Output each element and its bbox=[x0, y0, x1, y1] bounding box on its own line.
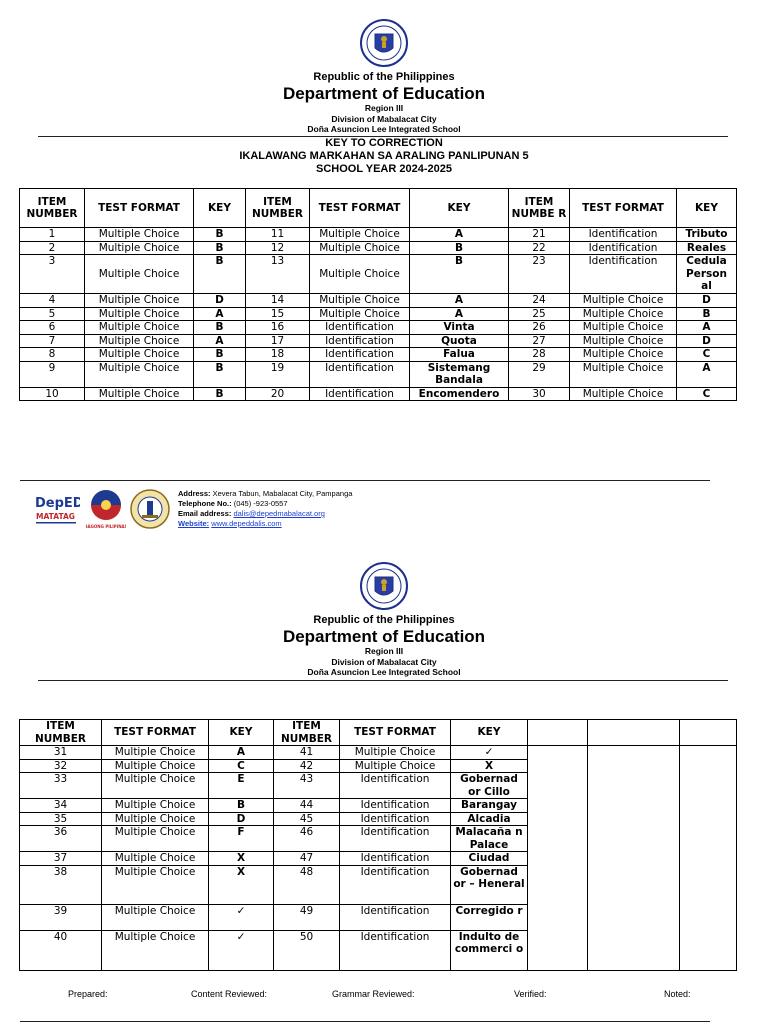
division-label: Division of Mabalacat City bbox=[331, 656, 437, 667]
svg-text:MATATAG: MATATAG bbox=[36, 512, 75, 521]
answer-key: B bbox=[209, 799, 274, 813]
test-format: Multiple Choice bbox=[310, 228, 410, 242]
answer-key: A bbox=[677, 321, 737, 335]
item-number: 16 bbox=[246, 321, 310, 335]
item-number: 42 bbox=[274, 759, 340, 773]
answer-key: D bbox=[677, 334, 737, 348]
col-key: KEY bbox=[194, 189, 246, 228]
answer-key: A bbox=[410, 294, 509, 308]
item-number: 31 bbox=[20, 746, 102, 760]
col-test-format: TEST FORMAT bbox=[310, 189, 410, 228]
item-number: 48 bbox=[274, 865, 340, 904]
title-quarter-subject: IKALAWANG MARKAHAN SA ARALING PANLIPUNAN 5 bbox=[239, 150, 529, 162]
answer-key: Encomendero bbox=[410, 387, 509, 401]
test-format: Multiple Choice bbox=[85, 334, 194, 348]
school-seal-icon bbox=[130, 488, 170, 530]
answer-key: D bbox=[209, 812, 274, 826]
table-row bbox=[20, 294, 737, 308]
table-row bbox=[20, 307, 737, 321]
item-number: 23 bbox=[509, 255, 570, 294]
test-format: Multiple Choice bbox=[102, 826, 209, 852]
document-title bbox=[0, 137, 768, 176]
item-number: 11 bbox=[246, 228, 310, 242]
answer-key: A bbox=[209, 746, 274, 760]
test-format: Multiple Choice bbox=[570, 321, 677, 335]
test-format: Identification bbox=[340, 852, 451, 866]
answer-key: Indulto de commerci o bbox=[451, 930, 528, 970]
grammar-reviewed-label: Grammar Reviewed: bbox=[332, 989, 415, 999]
answer-key: B bbox=[194, 321, 246, 335]
item-number: 27 bbox=[509, 334, 570, 348]
item-number: 1 bbox=[20, 228, 85, 242]
test-format: Identification bbox=[340, 799, 451, 813]
answer-key: Falua bbox=[410, 348, 509, 362]
answer-key: X bbox=[209, 865, 274, 904]
item-number: 32 bbox=[20, 759, 102, 773]
empty-cell bbox=[588, 746, 680, 971]
item-number: 35 bbox=[20, 812, 102, 826]
test-format: Multiple Choice bbox=[570, 294, 677, 308]
table-row bbox=[20, 334, 737, 348]
item-number: 22 bbox=[509, 241, 570, 255]
answer-key: A bbox=[410, 228, 509, 242]
item-number: 24 bbox=[509, 294, 570, 308]
address-value: Xevera Tabun, Mabalacat City, Pampanga bbox=[212, 489, 353, 498]
item-number: 43 bbox=[274, 773, 340, 799]
answer-key: Corregido r bbox=[451, 904, 528, 930]
col-key: KEY bbox=[209, 720, 274, 746]
item-number: 2 bbox=[20, 241, 85, 255]
test-format: Multiple Choice bbox=[570, 348, 677, 362]
test-format: Multiple Choice bbox=[102, 799, 209, 813]
email-link[interactable]: dalis@depedmabalacat.org bbox=[233, 509, 325, 518]
col-key: KEY bbox=[677, 189, 737, 228]
test-format: Multiple Choice bbox=[310, 307, 410, 321]
svg-text:DepED: DepED bbox=[35, 496, 80, 511]
item-number: 15 bbox=[246, 307, 310, 321]
test-format: Identification bbox=[310, 387, 410, 401]
item-number: 34 bbox=[20, 799, 102, 813]
test-format: Identification bbox=[310, 348, 410, 362]
answer-key: A bbox=[410, 307, 509, 321]
school-contact-info bbox=[178, 489, 352, 529]
test-format: Multiple Choice bbox=[340, 759, 451, 773]
item-number: 37 bbox=[20, 852, 102, 866]
test-format: Multiple Choice bbox=[570, 307, 677, 321]
test-format: Identification bbox=[340, 773, 451, 799]
page1-header bbox=[0, 70, 768, 135]
item-number: 9 bbox=[20, 361, 85, 387]
answer-key: ✓ bbox=[451, 746, 528, 760]
footer-divider bbox=[20, 480, 710, 481]
test-format: Identification bbox=[310, 321, 410, 335]
header-divider bbox=[38, 680, 728, 681]
republic-label: Republic of the Philippines bbox=[313, 614, 455, 626]
title-key-to-correction: KEY TO CORRECTION bbox=[325, 137, 443, 149]
item-number: 17 bbox=[246, 334, 310, 348]
answer-key: B bbox=[194, 228, 246, 242]
phone-label: Telephone No.: bbox=[178, 499, 232, 508]
test-format: Multiple Choice bbox=[310, 294, 410, 308]
item-number: 46 bbox=[274, 826, 340, 852]
test-format: Multiple Choice bbox=[102, 759, 209, 773]
answer-key: Alcadia bbox=[451, 812, 528, 826]
department-title: Department of Education bbox=[282, 627, 486, 646]
table-row bbox=[20, 228, 737, 242]
answer-key: ✓ bbox=[209, 904, 274, 930]
email-label: Email address: bbox=[178, 509, 232, 518]
col-item-number: ITEM NUMBE R bbox=[509, 189, 570, 228]
answer-key-table-2 bbox=[19, 719, 737, 971]
test-format: Identification bbox=[340, 904, 451, 930]
item-number: 5 bbox=[20, 307, 85, 321]
test-format: Identification bbox=[310, 361, 410, 387]
item-number: 25 bbox=[509, 307, 570, 321]
empty-cell bbox=[680, 720, 737, 746]
answer-key: E bbox=[209, 773, 274, 799]
test-format: Multiple Choice bbox=[102, 865, 209, 904]
test-format: Multiple Choice bbox=[85, 348, 194, 362]
answer-key: A bbox=[677, 361, 737, 387]
col-test-format: TEST FORMAT bbox=[102, 720, 209, 746]
svg-text:BAGONG PILIPINAS: BAGONG PILIPINAS bbox=[86, 524, 126, 529]
test-format: Multiple Choice bbox=[570, 387, 677, 401]
table-header-row bbox=[20, 720, 737, 746]
col-item-number: ITEM NUMBER bbox=[274, 720, 340, 746]
answer-key: B bbox=[194, 348, 246, 362]
item-number: 29 bbox=[509, 361, 570, 387]
test-format: Multiple Choice bbox=[85, 321, 194, 335]
test-format: Multiple Choice bbox=[102, 904, 209, 930]
item-number: 10 bbox=[20, 387, 85, 401]
empty-cell bbox=[528, 720, 588, 746]
answer-key: D bbox=[677, 294, 737, 308]
answer-key: Barangay bbox=[451, 799, 528, 813]
division-label: Division of Mabalacat City bbox=[331, 113, 437, 124]
answer-key: C bbox=[677, 387, 737, 401]
answer-key: ✓ bbox=[209, 930, 274, 970]
answer-key: F bbox=[209, 826, 274, 852]
bagong-pilipinas-logo bbox=[86, 488, 126, 530]
republic-label: Republic of the Philippines bbox=[313, 71, 455, 83]
test-format: Multiple Choice bbox=[570, 361, 677, 387]
answer-key: Sistemang Bandala bbox=[410, 361, 509, 387]
item-number: 44 bbox=[274, 799, 340, 813]
empty-cell bbox=[680, 746, 737, 971]
test-format: Multiple Choice bbox=[102, 930, 209, 970]
test-format: Multiple Choice bbox=[85, 241, 194, 255]
website-label: Website: bbox=[178, 519, 210, 528]
test-format: Identification bbox=[340, 930, 451, 970]
prepared-label: Prepared: bbox=[68, 989, 108, 999]
department-title: Department of Education bbox=[282, 84, 486, 103]
deped-seal-icon bbox=[359, 18, 409, 68]
test-format: Multiple Choice bbox=[85, 255, 194, 294]
answer-key: B bbox=[410, 255, 509, 294]
answer-key: B bbox=[194, 387, 246, 401]
address-label: Address: bbox=[178, 489, 211, 498]
item-number: 38 bbox=[20, 865, 102, 904]
answer-key: Gobernad or Cillo bbox=[451, 773, 528, 799]
test-format: Multiple Choice bbox=[340, 746, 451, 760]
table-row bbox=[20, 255, 737, 294]
answer-key: B bbox=[194, 255, 246, 294]
answer-key: X bbox=[209, 852, 274, 866]
test-format: Multiple Choice bbox=[85, 307, 194, 321]
test-format: Multiple Choice bbox=[85, 387, 194, 401]
empty-cell bbox=[588, 720, 680, 746]
item-number: 4 bbox=[20, 294, 85, 308]
test-format: Multiple Choice bbox=[102, 746, 209, 760]
test-format: Multiple Choice bbox=[85, 228, 194, 242]
school-label: Doña Asuncion Lee Integrated School bbox=[307, 124, 461, 134]
item-number: 14 bbox=[246, 294, 310, 308]
col-key: KEY bbox=[451, 720, 528, 746]
phone-value: (045) -923-0557 bbox=[233, 499, 288, 508]
answer-key: Gobernad or – Heneral bbox=[451, 865, 528, 904]
test-format: Identification bbox=[570, 255, 677, 294]
test-format: Multiple Choice bbox=[102, 852, 209, 866]
item-number: 26 bbox=[509, 321, 570, 335]
test-format: Identification bbox=[570, 228, 677, 242]
answer-key-table-1 bbox=[19, 188, 737, 401]
item-number: 33 bbox=[20, 773, 102, 799]
table-row bbox=[20, 321, 737, 335]
item-number: 13 bbox=[246, 255, 310, 294]
region-label: Region III bbox=[364, 103, 404, 113]
content-reviewed-label: Content Reviewed: bbox=[191, 989, 268, 999]
test-format: Multiple Choice bbox=[85, 361, 194, 387]
answer-key: Cedula Person al bbox=[677, 255, 737, 294]
test-format: Multiple Choice bbox=[102, 773, 209, 799]
noted-label: Noted: bbox=[664, 989, 691, 999]
answer-key: Vinta bbox=[410, 321, 509, 335]
col-test-format: TEST FORMAT bbox=[570, 189, 677, 228]
item-number: 20 bbox=[246, 387, 310, 401]
answer-key: B bbox=[677, 307, 737, 321]
table-header-row bbox=[20, 189, 737, 228]
item-number: 49 bbox=[274, 904, 340, 930]
footer-logos bbox=[34, 488, 174, 532]
answer-key: Ciudad bbox=[451, 852, 528, 866]
test-format: Identification bbox=[570, 241, 677, 255]
answer-key: C bbox=[209, 759, 274, 773]
test-format: Identification bbox=[340, 826, 451, 852]
test-format: Multiple Choice bbox=[310, 241, 410, 255]
item-number: 7 bbox=[20, 334, 85, 348]
item-number: 39 bbox=[20, 904, 102, 930]
test-format: Multiple Choice bbox=[85, 294, 194, 308]
col-item-number: ITEM NUMBER bbox=[20, 720, 102, 746]
school-label: Doña Asuncion Lee Integrated School bbox=[307, 667, 461, 677]
table-row bbox=[20, 746, 737, 760]
col-test-format: TEST FORMAT bbox=[85, 189, 194, 228]
answer-key: A bbox=[194, 334, 246, 348]
col-key: KEY bbox=[410, 189, 509, 228]
item-number: 40 bbox=[20, 930, 102, 970]
item-number: 12 bbox=[246, 241, 310, 255]
item-number: 19 bbox=[246, 361, 310, 387]
answer-key: Tributo bbox=[677, 228, 737, 242]
item-number: 36 bbox=[20, 826, 102, 852]
page2-header bbox=[0, 613, 768, 678]
answer-key: B bbox=[410, 241, 509, 255]
table-row bbox=[20, 387, 737, 401]
table-row bbox=[20, 241, 737, 255]
item-number: 21 bbox=[509, 228, 570, 242]
answer-key: B bbox=[194, 241, 246, 255]
deped-seal-icon bbox=[359, 561, 409, 611]
item-number: 3 bbox=[20, 255, 85, 294]
empty-cell bbox=[528, 746, 588, 971]
item-number: 18 bbox=[246, 348, 310, 362]
test-format: Identification bbox=[340, 865, 451, 904]
item-number: 47 bbox=[274, 852, 340, 866]
deped-matatag-logo bbox=[34, 490, 80, 528]
website-link[interactable]: www.depeddalis.com bbox=[211, 519, 282, 528]
item-number: 6 bbox=[20, 321, 85, 335]
answer-key: Malacaña n Palace bbox=[451, 826, 528, 852]
item-number: 28 bbox=[509, 348, 570, 362]
table-row bbox=[20, 348, 737, 362]
item-number: 8 bbox=[20, 348, 85, 362]
col-item-number: ITEM NUMBER bbox=[246, 189, 310, 228]
answer-key: X bbox=[451, 759, 528, 773]
answer-key: B bbox=[194, 361, 246, 387]
title-school-year: SCHOOL YEAR 2024-2025 bbox=[316, 163, 452, 175]
test-format: Multiple Choice bbox=[102, 812, 209, 826]
test-format: Multiple Choice bbox=[570, 334, 677, 348]
item-number: 50 bbox=[274, 930, 340, 970]
verified-label: Verified: bbox=[514, 989, 547, 999]
item-number: 45 bbox=[274, 812, 340, 826]
answer-key: D bbox=[194, 294, 246, 308]
col-test-format: TEST FORMAT bbox=[340, 720, 451, 746]
table-row bbox=[20, 361, 737, 387]
test-format: Identification bbox=[310, 334, 410, 348]
answer-key: Quota bbox=[410, 334, 509, 348]
answer-key: A bbox=[194, 307, 246, 321]
bottom-divider bbox=[20, 1021, 710, 1022]
region-label: Region III bbox=[364, 646, 404, 656]
test-format: Multiple Choice bbox=[310, 255, 410, 294]
item-number: 41 bbox=[274, 746, 340, 760]
item-number: 30 bbox=[509, 387, 570, 401]
answer-key: C bbox=[677, 348, 737, 362]
test-format: Identification bbox=[340, 812, 451, 826]
answer-key: Reales bbox=[677, 241, 737, 255]
col-item-number: ITEM NUMBER bbox=[20, 189, 85, 228]
